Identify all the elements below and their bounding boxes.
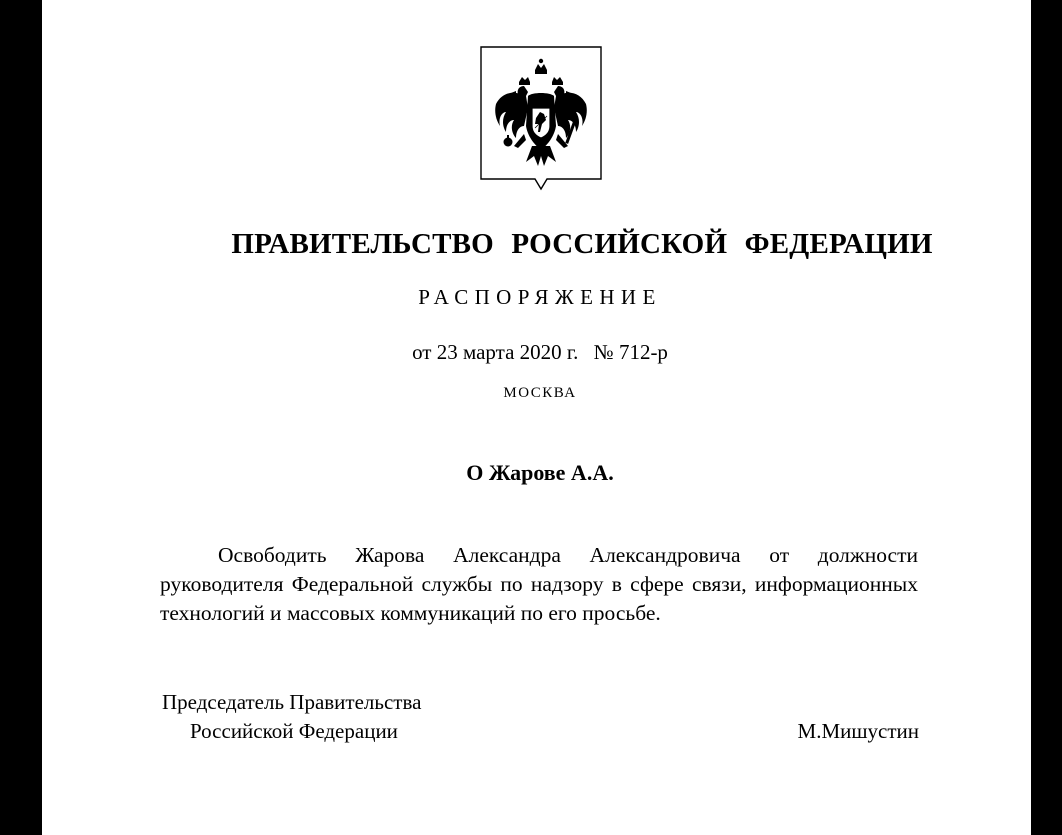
- russian-coat-of-arms-icon: [480, 46, 602, 192]
- document-date-line: [42, 340, 1038, 365]
- signatory-title-line1: Председатель Правительства: [162, 690, 422, 714]
- document-subject: О Жарове А.А.: [466, 460, 614, 485]
- document-type: РАСПОРЯЖЕНИЕ: [418, 285, 662, 309]
- document-body: Освободить Жарова Александра Александровича от должности руководителя Федеральной службы по надзору в сфере связи, информационных технологий и массовых коммуникаций по его просьбе.: [160, 543, 918, 625]
- document-page: [42, 0, 1031, 835]
- document-date: от 23 марта 2020 г.: [412, 340, 579, 364]
- signatory-title: [162, 688, 421, 746]
- signatory-name: М.Мишустин: [797, 719, 919, 743]
- signatory-title-line2: Российской Федерации: [190, 719, 398, 743]
- document-number: № 712-р: [593, 340, 668, 364]
- issuer-title: ПРАВИТЕЛЬСТВО РОССИЙСКОЙ ФЕДЕРАЦИИ: [231, 228, 933, 260]
- document-city: МОСКВА: [503, 385, 577, 401]
